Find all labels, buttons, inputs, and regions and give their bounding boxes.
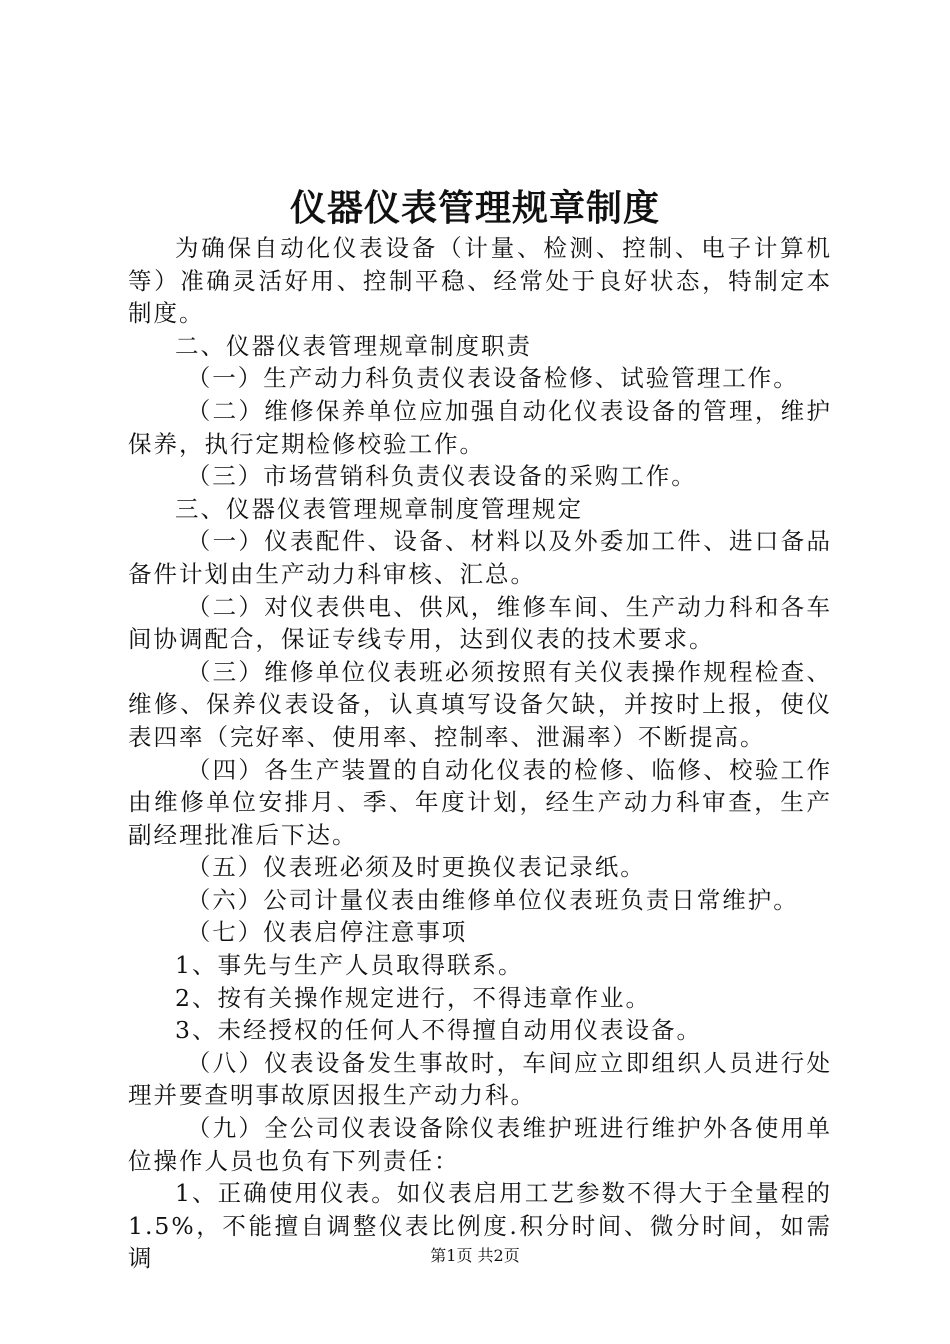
paragraph: 为确保自动化仪表设备（计量、检测、控制、电子计算机等）准确灵活好用、控制平稳、经常处于良好状态，特制定本制度。 <box>128 234 832 328</box>
section-heading: 三、仪器仪表管理规章制度管理规定 <box>175 494 583 523</box>
list-item: 3、未经授权的任何人不得擅自动用仪表设备。 <box>175 1016 702 1045</box>
page-footer: 第1页 共2页 <box>430 1246 520 1265</box>
paragraph: （三）维修单位仪表班必须按照有关仪表操作规程检查、维修、保养仪表设备，认真填写设备欠缺，并按时上报，使仪表四率（完好率、使用率、控制率、泄漏率）不断提高。 <box>128 657 832 751</box>
document-body <box>128 232 832 1275</box>
document-title: 仪器仪表管理规章制度 <box>289 187 660 229</box>
paragraph: （三）市场营销科负责仪表设备的采购工作。 <box>186 462 697 491</box>
paragraph: （一）仪表配件、设备、材料以及外委加工件、进口备品备件计划由生产动力科审核、汇总。 <box>128 527 832 588</box>
paragraph: （九）全公司仪表设备除仪表维护班进行维护外各使用单位操作人员也负有下列责任： <box>128 1114 832 1175</box>
list-item: 2、按有关操作规定进行，不得违章作业。 <box>175 983 651 1012</box>
paragraph: （一）生产动力科负责仪表设备检修、试验管理工作。 <box>186 364 799 393</box>
paragraph: （四）各生产装置的自动化仪表的检修、临修、校验工作由维修单位安排月、季、年度计划，经生产动力科审查，生产副经理批准后下达。 <box>128 755 832 849</box>
paragraph: （五）仪表班必须及时更换仪表记录纸。 <box>186 853 646 882</box>
paragraph: （八）仪表设备发生事故时，车间应立即组织人员进行处理并要查明事故原因报生产动力科。 <box>128 1048 832 1110</box>
list-item: 1、正确使用仪表。如仪表启用工艺参数不得大于全量程的1.5%，不能擅自调整仪表比例度.积分时间、微分时间，如需调 <box>128 1179 832 1273</box>
list-item: 1、事先与生产人员取得联系。 <box>175 951 524 980</box>
paragraph: （六）公司计量仪表由维修单位仪表班负责日常维护。 <box>186 885 799 914</box>
paragraph: （二）维修保养单位应加强自动化仪表设备的管理，维护保养，执行定期检修校验工作。 <box>128 396 832 458</box>
paragraph: （七）仪表启停注意事项 <box>186 918 468 947</box>
paragraph: （二）对仪表供电、供风，维修车间、生产动力科和各车间协调配合，保证专线专用，达到仪表的技术要求。 <box>128 592 832 654</box>
section-heading: 二、仪器仪表管理规章制度职责 <box>175 331 532 360</box>
